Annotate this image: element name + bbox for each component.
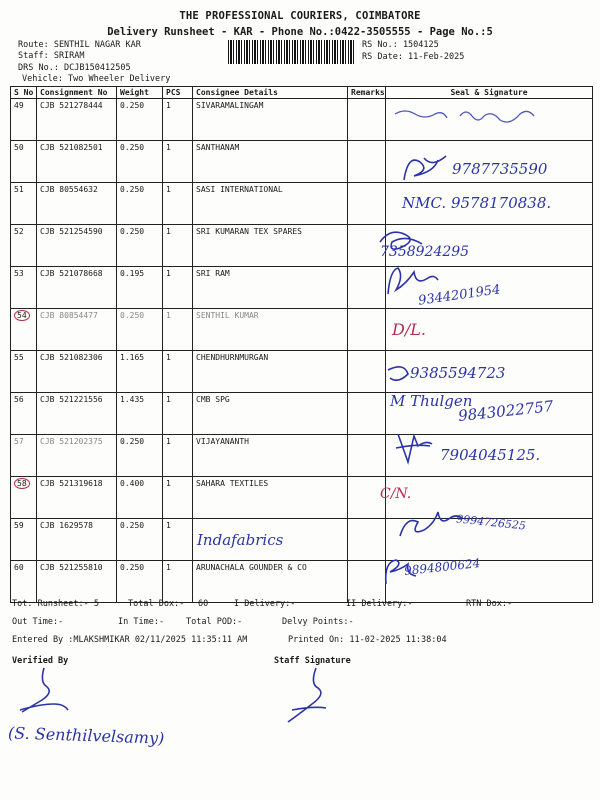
total-pod: Total POD:- (186, 617, 243, 627)
row-sno-circled: 58 (14, 478, 30, 489)
col-weight: Weight (117, 87, 163, 99)
row-weight: 1.435 (117, 393, 163, 435)
row-consignee: SRI KUMARAN TEX SPARES (193, 225, 348, 267)
row-consignment: CJB 521278444 (37, 99, 117, 141)
row-sno: 57 (11, 435, 37, 477)
handwritten-remark: D/L. (392, 320, 426, 339)
signature-scribble (394, 506, 464, 546)
row-consignee: SENTHIL KUMAR (193, 309, 348, 351)
signature-scribble (390, 104, 590, 134)
row-pcs: 1 (163, 519, 193, 561)
row-sno: 50 (11, 141, 37, 183)
staff-signature (284, 666, 344, 726)
row-sno: 55 (11, 351, 37, 393)
row-consignee: SANTHANAM (193, 141, 348, 183)
row-weight: 0.400 (117, 477, 163, 519)
row-consignee: CMB SPG (193, 393, 348, 435)
rs-number: RS No.: 1504125 (362, 40, 439, 50)
signature-scribble (396, 150, 456, 190)
table-row (11, 561, 593, 603)
row-weight: 0.195 (117, 267, 163, 309)
row-pcs: 1 (163, 225, 193, 267)
table-row (11, 477, 593, 519)
row-sno: 59 (11, 519, 37, 561)
row-weight: 0.250 (117, 99, 163, 141)
row-consignee: VIJAYANANTH (193, 435, 348, 477)
row-sno (11, 309, 37, 351)
row-consignee (193, 519, 348, 561)
table-row (11, 225, 593, 267)
col-pcs: PCS (163, 87, 193, 99)
row-pcs: 1 (163, 477, 193, 519)
delvy-points: Delvy Points:- (282, 617, 354, 627)
row-pcs: 1 (163, 141, 193, 183)
staff-label: Staff: SRIRAM (18, 51, 85, 61)
col-consignee: Consignee Details (193, 87, 348, 99)
row-sno: 51 (11, 183, 37, 225)
handwritten-phone: 7358924295 (380, 244, 470, 260)
drs-number: DRS No.: DCJB150412505 (18, 63, 131, 73)
handwritten-phone: NMC. 9578170838. (402, 194, 552, 212)
row-remarks (348, 99, 386, 141)
row-remarks (348, 267, 386, 309)
row-consignment: CJB 521254590 (37, 225, 117, 267)
row-consignee: CHENDHURNMURGAN (193, 351, 348, 393)
row-consignee: ARUNACHALA GOUNDER & CO (193, 561, 348, 603)
row-weight: 0.250 (117, 309, 163, 351)
row-consignment: CJB 521319618 (37, 477, 117, 519)
row-sno: 56 (11, 393, 37, 435)
vehicle-label: Vehicle: Two Wheeler Delivery (22, 74, 171, 84)
handwritten-phone: 7904045125. (440, 446, 541, 464)
row-sno-circled: 54 (14, 310, 30, 321)
row-consignee: SASI INTERNATIONAL (193, 183, 348, 225)
row-sno: 52 (11, 225, 37, 267)
table-header-row (11, 87, 593, 99)
printed-on: Printed On: 11-02-2025 11:38:04 (288, 635, 447, 645)
row-consignee: SAHARA TEXTILES (193, 477, 348, 519)
handwritten-phone: 9843022757 (457, 397, 555, 425)
row-weight: 0.250 (117, 141, 163, 183)
out-time: Out Time:- (12, 617, 64, 627)
signature-scribble (392, 430, 438, 466)
handwritten-remark: C/N. (380, 486, 412, 502)
row-consignment: CJB 80854477 (37, 309, 117, 351)
row-sno (11, 477, 37, 519)
staff-signature-label: Staff Signature (274, 656, 351, 666)
col-signature: Seal & Signature (386, 87, 593, 99)
handwritten-phone: 9787735590 (452, 160, 548, 178)
row-weight: 0.250 (117, 561, 163, 603)
row-weight: 0.250 (117, 435, 163, 477)
i-delivery: I Delivery:- (234, 599, 296, 609)
tot-runsheet: Tot. Runsheet:- 5 (12, 599, 99, 609)
row-weight: 1.165 (117, 351, 163, 393)
row-pcs: 1 (163, 393, 193, 435)
row-remarks (348, 393, 386, 435)
col-consignment: Consignment No (37, 87, 117, 99)
row-weight: 0.250 (117, 183, 163, 225)
row-sno: 49 (11, 99, 37, 141)
verifier-signature (14, 664, 74, 722)
row-sno: 53 (11, 267, 37, 309)
handwritten-phone: 9344201954 (417, 282, 502, 309)
row-weight: 0.250 (117, 225, 163, 267)
row-remarks (348, 141, 386, 183)
row-remarks (348, 309, 386, 351)
row-consignee: SRI RAM (193, 267, 348, 309)
row-consignment: CJB 521221556 (37, 393, 117, 435)
row-remarks (348, 183, 386, 225)
table-row (11, 267, 593, 309)
handwritten-name: M Thulgen (390, 392, 473, 410)
runsheet-subtitle: Delivery Runsheet - KAR - Phone No.:0422-3505555 - Page No.:5 (107, 26, 493, 38)
route-label: Route: SENTHIL NAGAR KAR (18, 40, 141, 50)
row-consignment: CJB 80554632 (37, 183, 117, 225)
row-consignment: CJB 521082306 (37, 351, 117, 393)
total-dox-label: Total Dox:- (128, 599, 185, 609)
row-pcs: 1 (163, 309, 193, 351)
rs-date: RS Date: 11-Feb-2025 (362, 52, 465, 62)
row-pcs: 1 (163, 267, 193, 309)
entered-by: Entered By :MLAKSHMIKAR 02/11/2025 11:35:11 AM (12, 635, 248, 645)
in-time: In Time:- (118, 617, 165, 627)
row-pcs: 1 (163, 561, 193, 603)
rtn-dox: RTN Dox:- (466, 599, 513, 609)
row-remarks (348, 351, 386, 393)
col-remarks: Remarks (348, 87, 386, 99)
row-consignee: SIVARAMALINGAM (193, 99, 348, 141)
verified-by-label: Verified By (12, 656, 69, 666)
table-row (11, 309, 593, 351)
company-title: THE PROFESSIONAL COURIERS, COIMBATORE (179, 10, 421, 22)
handwritten-phone: 9385594723 (410, 364, 506, 382)
ii-delivery: II Delivery:- (346, 599, 413, 609)
handwritten-phone: 9894800624 (403, 556, 481, 578)
row-pcs: 1 (163, 351, 193, 393)
barcode (228, 40, 356, 64)
handwritten-phone: 9994726525 (455, 512, 527, 533)
row-pcs: 1 (163, 99, 193, 141)
row-consignment: CJB 521255810 (37, 561, 117, 603)
row-consignment: CJB 521078668 (37, 267, 117, 309)
row-consignment: CJB 1629578 (37, 519, 117, 561)
row-pcs: 1 (163, 183, 193, 225)
handwritten-consignee: Indafabrics (197, 531, 284, 549)
row-remarks (348, 435, 386, 477)
row-weight: 0.250 (117, 519, 163, 561)
signature-scribble (384, 362, 424, 386)
row-sno: 60 (11, 561, 37, 603)
row-consignment: CJB 521082501 (37, 141, 117, 183)
total-dox-value: 60 (198, 599, 209, 609)
verifier-name-handwritten: (S. Senthilvelsamy) (7, 723, 165, 748)
col-sno: S No (11, 87, 37, 99)
row-pcs: 1 (163, 435, 193, 477)
row-consignment: CJB 521202375 (37, 435, 117, 477)
